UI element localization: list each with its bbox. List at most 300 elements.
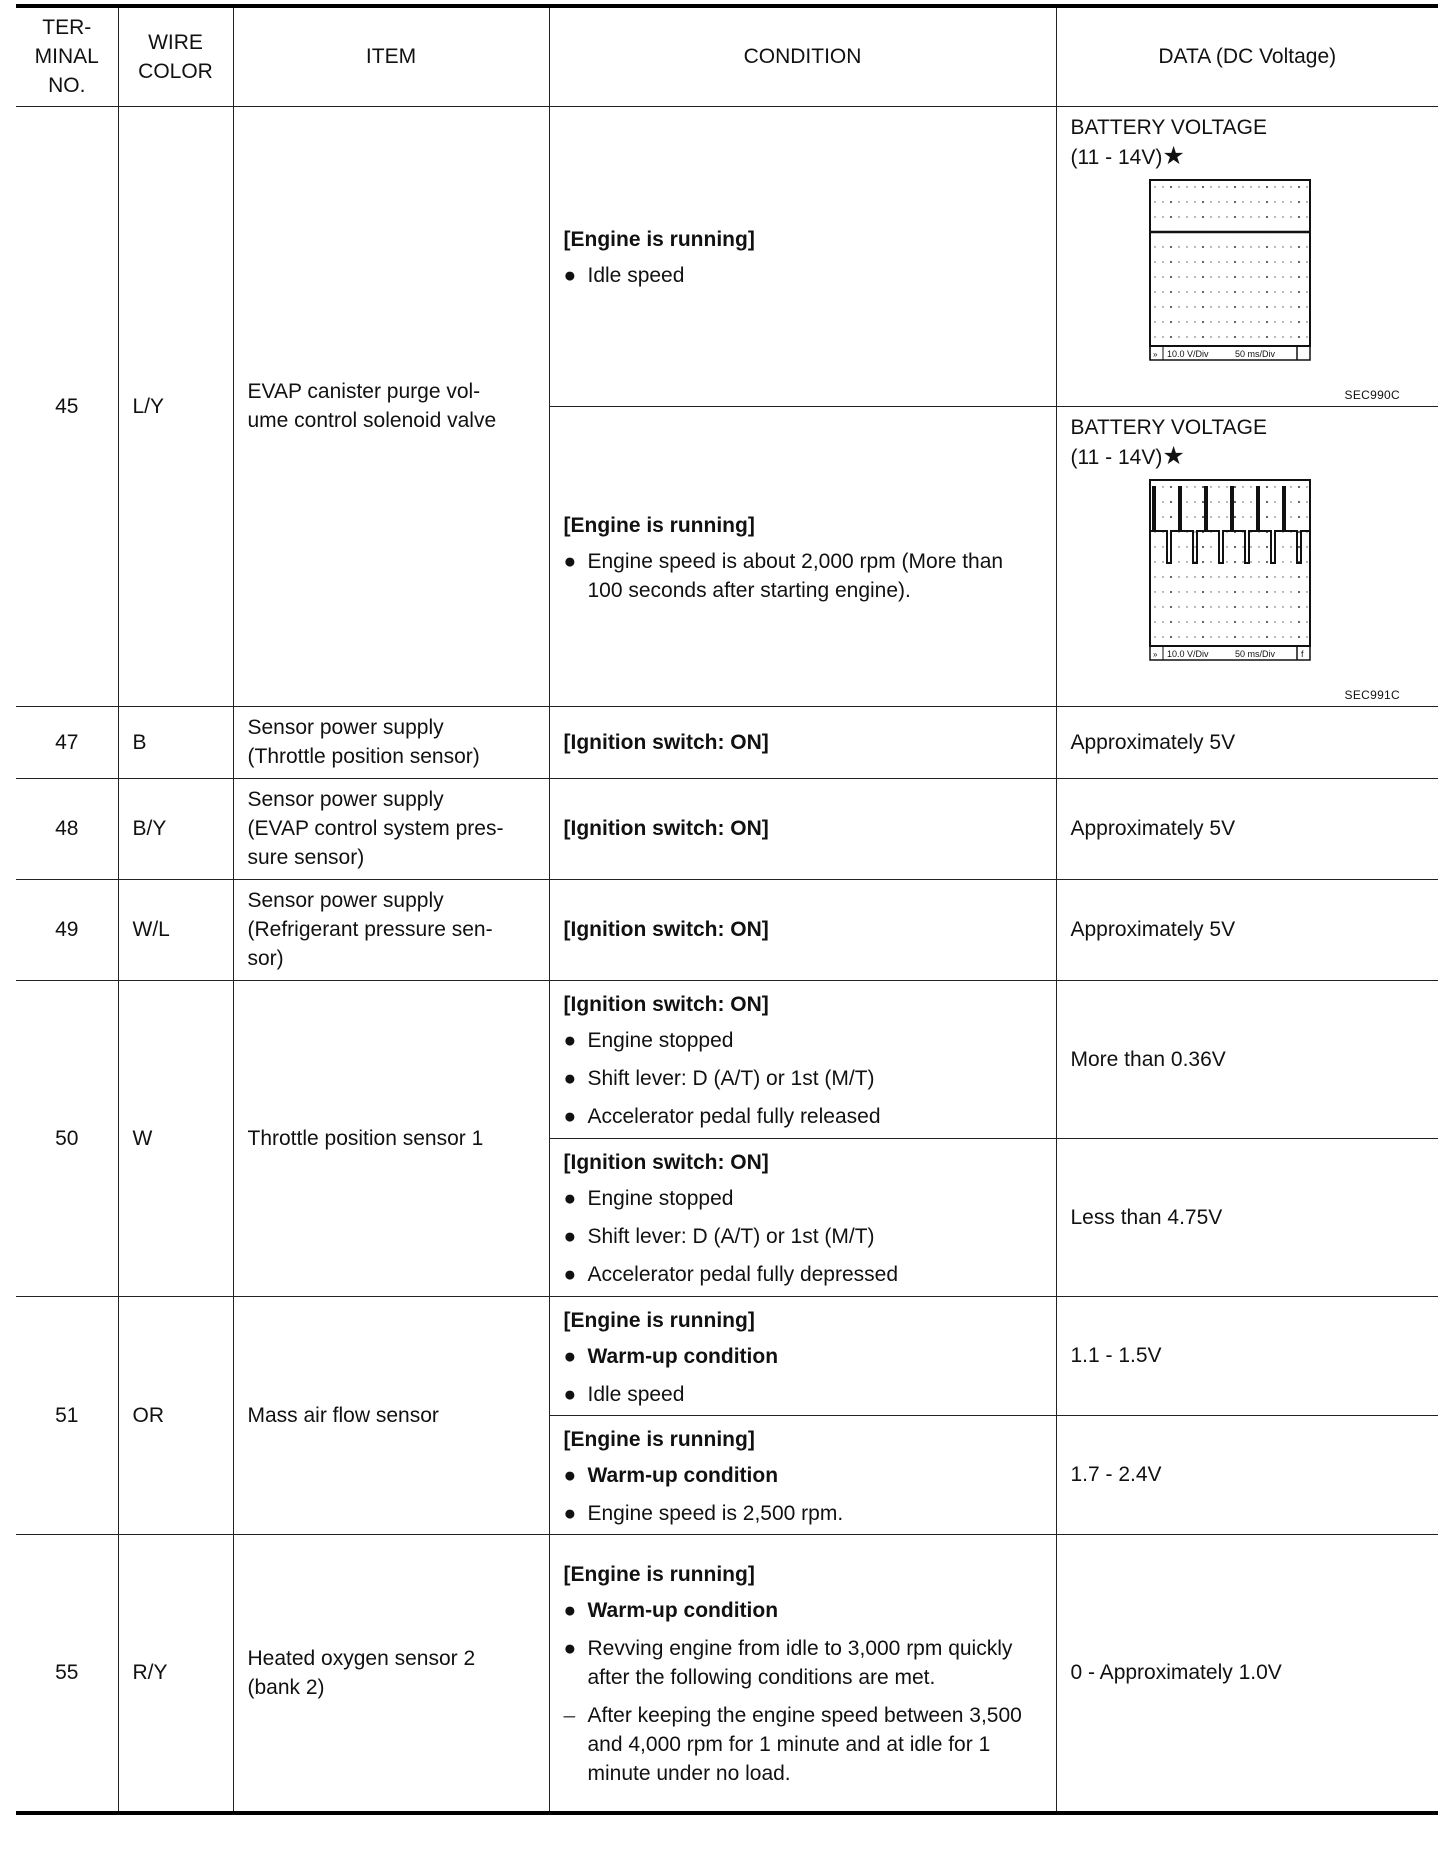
condition-bullet: ● Engine stopped	[563, 1029, 734, 1052]
scope-grid-dot	[1306, 561, 1307, 562]
scope-grid-dot	[1194, 306, 1195, 307]
scope-grid-dot	[1306, 216, 1307, 217]
scope-grid-dot	[1178, 321, 1179, 322]
scope-grid-dot	[1258, 261, 1259, 262]
scope-grid-dot	[1194, 261, 1195, 262]
scope-grid-dot	[1162, 546, 1163, 547]
scope-grid-dot	[1154, 546, 1155, 547]
scope-grid-dot	[1194, 186, 1195, 187]
scope-grid-dot	[1242, 546, 1243, 547]
scope-grid-dot	[1290, 591, 1291, 592]
scope-grid-dot	[1226, 606, 1227, 607]
data-cell: Approximately 5V	[1056, 879, 1438, 980]
scope-grid-dot	[1194, 486, 1195, 487]
scope-grid-dot	[1297, 530, 1299, 532]
scope-grid-dot	[1186, 591, 1187, 592]
scope-grid-dot	[1169, 185, 1171, 187]
scope-grid-dot	[1226, 336, 1227, 337]
scope-grid-dot	[1154, 276, 1155, 277]
scope-grid-dot	[1201, 200, 1203, 202]
scope-grid-dot	[1306, 261, 1307, 262]
voltage-range: (11 - 14V)★	[1070, 141, 1185, 170]
table-row-50a	[16, 980, 1438, 1138]
condition-bullet: ● Shift lever: D (A/T) or 1st (M/T)	[563, 1225, 875, 1248]
scope-grid-dot	[1265, 620, 1267, 622]
scope-grid-dot	[1250, 561, 1251, 562]
scope-grid-dot	[1210, 486, 1211, 487]
scope-grid-dot	[1169, 500, 1171, 502]
scope-grid-dot	[1282, 336, 1283, 337]
scope-grid-dot	[1201, 335, 1203, 337]
scope-grid-dot	[1162, 591, 1163, 592]
scope-grid-dot	[1274, 636, 1275, 637]
condition-bullet: ● Warm-up condition	[563, 1463, 779, 1487]
scope-grid-dot	[1242, 606, 1243, 607]
scope-grid-dot	[1194, 576, 1195, 577]
figure-code: SEC991C	[1344, 687, 1400, 702]
scope-grid-dot	[1162, 261, 1163, 262]
wire-color: B/Y	[118, 778, 233, 879]
scope-grid-dot	[1297, 575, 1299, 577]
scope-grid-dot	[1233, 605, 1235, 607]
condition-bullet: ● Warm-up condition	[563, 1599, 779, 1623]
condition-header: [Ignition switch: ON]	[563, 993, 769, 1016]
scope-grid-dot	[1186, 261, 1187, 262]
scope-grid-dot	[1169, 215, 1171, 217]
data-cell: More than 0.36V	[1056, 980, 1438, 1138]
scope-grid-dot	[1162, 276, 1163, 277]
scope-grid-dot	[1194, 201, 1195, 202]
scope-grid-dot	[1178, 306, 1179, 307]
scope-grid-dot	[1226, 546, 1227, 547]
scope-grid-dot	[1265, 515, 1267, 517]
scope-grid-dot	[1265, 290, 1267, 292]
scope-grid-dot	[1282, 246, 1283, 247]
scope-grid-dot	[1194, 636, 1195, 637]
scope-grid-dot	[1210, 516, 1211, 517]
scope-grid-dot	[1186, 321, 1187, 322]
scope-grid-dot	[1162, 621, 1163, 622]
condition-bullet: ● Accelerator pedal fully released	[563, 1105, 881, 1128]
svg-text:»: »	[1152, 349, 1157, 359]
scope-grid-dot	[1169, 590, 1171, 592]
scope-grid-dot	[1233, 620, 1235, 622]
scope-grid-dot	[1290, 321, 1291, 322]
scope-grid-dot	[1274, 606, 1275, 607]
scope-grid-dot	[1265, 635, 1267, 637]
scope-grid-dot	[1194, 516, 1195, 517]
scope-grid-dot	[1201, 305, 1203, 307]
data-cell: Less than 4.75V	[1056, 1138, 1438, 1296]
scope-grid-dot	[1297, 260, 1299, 262]
scope-grid-dot	[1274, 246, 1275, 247]
star-icon: ★	[1162, 441, 1185, 470]
scope-grid-dot	[1274, 621, 1275, 622]
scope-grid-dot	[1258, 246, 1259, 247]
scope-grid-dot	[1218, 186, 1219, 187]
scope-grid-dot	[1194, 291, 1195, 292]
scope-grid-dot	[1306, 621, 1307, 622]
scope-grid-dot	[1169, 290, 1171, 292]
scope-grid-dot	[1265, 215, 1267, 217]
scope-grid-dot	[1306, 201, 1307, 202]
scope-grid-dot	[1226, 321, 1227, 322]
scope-grid-dot	[1306, 546, 1307, 547]
scope-grid-dot	[1218, 636, 1219, 637]
scope-grid-dot	[1250, 186, 1251, 187]
scope-grid-dot	[1274, 291, 1275, 292]
scope-grid-dot	[1162, 486, 1163, 487]
wire-color: L/Y	[118, 106, 233, 706]
scope-grid-dot	[1242, 501, 1243, 502]
wire-color: W	[118, 980, 233, 1296]
scope-tdiv: 50 ms/Div	[1234, 348, 1275, 359]
scope-grid-dot	[1250, 261, 1251, 262]
scope-grid-dot	[1233, 335, 1235, 337]
scope-grid-dot	[1250, 216, 1251, 217]
scope-grid-dot	[1290, 261, 1291, 262]
scope-grid-dot	[1258, 591, 1259, 592]
scope-grid-dot	[1218, 246, 1219, 247]
scope-grid-dot	[1306, 636, 1307, 637]
header-terminal: TER- MINAL NO.	[16, 6, 118, 106]
scope-grid-dot	[1250, 201, 1251, 202]
condition-cell	[549, 778, 1056, 879]
header-row	[16, 6, 1438, 106]
scope-grid-dot	[1274, 201, 1275, 202]
scope-grid-dot	[1242, 186, 1243, 187]
data-cell	[1056, 406, 1438, 706]
scope-grid-dot	[1178, 591, 1179, 592]
scope-grid-dot	[1169, 335, 1171, 337]
scope-grid-dot	[1297, 605, 1299, 607]
condition-cell	[549, 1296, 1056, 1415]
scope-grid-dot	[1218, 501, 1219, 502]
scope-grid-dot	[1218, 321, 1219, 322]
table-row-45a	[16, 106, 1438, 406]
scope-grid-dot	[1210, 636, 1211, 637]
scope-grid-dot	[1290, 516, 1291, 517]
scope-grid-dot	[1178, 201, 1179, 202]
scope-vdiv: 10.0 V/Div	[1166, 348, 1209, 359]
condition-header: [Engine is running]	[563, 1308, 755, 1332]
scope-grid-dot	[1154, 621, 1155, 622]
scope-grid-dot	[1242, 636, 1243, 637]
scope-grid-dot	[1194, 276, 1195, 277]
condition-cell	[549, 706, 1056, 778]
scope-svg-flat	[1149, 179, 1311, 361]
scope-grid-dot	[1154, 291, 1155, 292]
scope-grid-dot	[1194, 606, 1195, 607]
scope-grid-dot	[1178, 336, 1179, 337]
scope-grid-dot	[1162, 216, 1163, 217]
scope-grid-dot	[1210, 546, 1211, 547]
scope-grid-dot	[1274, 501, 1275, 502]
scope-grid-dot	[1306, 186, 1307, 187]
scope-grid-dot	[1194, 621, 1195, 622]
scope-grid-dot	[1265, 605, 1267, 607]
scope-grid-dot	[1162, 186, 1163, 187]
scope-grid-dot	[1218, 606, 1219, 607]
scope-grid-dot	[1250, 516, 1251, 517]
scope-grid-dot	[1154, 606, 1155, 607]
scope-grid-dot	[1178, 291, 1179, 292]
scope-grid-dot	[1186, 291, 1187, 292]
scope-grid-dot	[1258, 291, 1259, 292]
scope-grid-dot	[1274, 336, 1275, 337]
item-cell: Throttle position sensor 1	[233, 980, 549, 1296]
scope-grid-dot	[1242, 291, 1243, 292]
scope-grid-dot	[1290, 561, 1291, 562]
scope-grid-dot	[1201, 620, 1203, 622]
scope-grid-dot	[1169, 200, 1171, 202]
scope-grid-dot	[1258, 546, 1259, 547]
scope-grid-dot	[1226, 186, 1227, 187]
scope-grid-dot	[1242, 336, 1243, 337]
scope-grid-dot	[1194, 531, 1195, 532]
scope-grid-dot	[1250, 486, 1251, 487]
scope-grid-dot	[1178, 276, 1179, 277]
scope-grid-dot	[1265, 320, 1267, 322]
scope-grid-dot	[1233, 635, 1235, 637]
scope-grid-dot	[1282, 576, 1283, 577]
scope-grid-dot	[1162, 321, 1163, 322]
scope-grid-dot	[1282, 546, 1283, 547]
scope-grid-dot	[1226, 246, 1227, 247]
scope-grid-dot	[1233, 185, 1235, 187]
scope-grid-dot	[1178, 246, 1179, 247]
scope-grid-dot	[1306, 306, 1307, 307]
data-cell	[1056, 106, 1438, 406]
scope-grid-dot	[1242, 621, 1243, 622]
scope-grid-dot	[1282, 321, 1283, 322]
scope-grid-dot	[1201, 545, 1203, 547]
scope-grid-dot	[1186, 621, 1187, 622]
scope-grid-dot	[1242, 261, 1243, 262]
scope-grid-dot	[1154, 246, 1155, 247]
scope-grid-dot	[1233, 290, 1235, 292]
condition-cell	[549, 980, 1056, 1138]
scope-grid-dot	[1250, 306, 1251, 307]
condition-bullet: ● Engine speed is about 2,000 rpm (More than 100 seconds after starting engine).	[563, 549, 1004, 602]
scope-grid-dot	[1162, 246, 1163, 247]
scope-grid-dot	[1154, 576, 1155, 577]
scope-grid-dot	[1186, 186, 1187, 187]
scope-grid-dot	[1186, 336, 1187, 337]
scope-grid-dot	[1274, 576, 1275, 577]
scope-grid-dot	[1226, 291, 1227, 292]
scope-grid-dot	[1290, 306, 1291, 307]
scope-grid-dot	[1306, 486, 1307, 487]
header-condition: CONDITION	[549, 6, 1056, 106]
scope-grid-dot	[1274, 516, 1275, 517]
scope-grid-dot	[1306, 576, 1307, 577]
scope-grid-dot	[1233, 575, 1235, 577]
scope-grid-dot	[1218, 261, 1219, 262]
scope-grid-dot	[1201, 215, 1203, 217]
scope-grid-dot	[1265, 560, 1267, 562]
scope-grid-dot	[1169, 245, 1171, 247]
scope-grid-dot	[1258, 321, 1259, 322]
condition-cell	[549, 406, 1056, 706]
scope-grid-dot	[1297, 620, 1299, 622]
scope-grid-dot	[1162, 306, 1163, 307]
item-cell: Sensor power supply (Refrigerant pressure sen- sor)	[233, 879, 549, 980]
scope-grid-dot	[1306, 276, 1307, 277]
scope-grid-dot	[1265, 185, 1267, 187]
page	[16, 4, 1440, 1860]
item-cell: Sensor power supply (Throttle position sensor)	[233, 706, 549, 778]
wire-color: OR	[118, 1296, 233, 1534]
scope-grid-dot	[1226, 486, 1227, 487]
condition-header: [Engine is running]	[563, 228, 755, 251]
scope-grid-dot	[1186, 636, 1187, 637]
scope-grid-dot	[1162, 336, 1163, 337]
scope-grid-dot	[1290, 186, 1291, 187]
scope-grid-dot	[1297, 185, 1299, 187]
scope-grid-dot	[1201, 260, 1203, 262]
condition-bullet: ● Idle speed	[563, 1382, 685, 1406]
terminal-no: 48	[16, 778, 118, 879]
scope-grid-dot	[1226, 501, 1227, 502]
scope-grid-dot	[1233, 215, 1235, 217]
scope-grid-dot	[1154, 336, 1155, 337]
scope-grid-dot	[1242, 486, 1243, 487]
data-cell: 0 - Approximately 1.0V	[1056, 1534, 1438, 1813]
scope-grid-dot	[1297, 305, 1299, 307]
scope-grid-dot	[1201, 290, 1203, 292]
scope-grid-dot	[1186, 276, 1187, 277]
scope-grid-dot	[1210, 321, 1211, 322]
scope-grid-dot	[1258, 306, 1259, 307]
wire-color: B	[118, 706, 233, 778]
scope-grid-dot	[1218, 591, 1219, 592]
item-cell: Sensor power supply (EVAP control system pres- sure sensor)	[233, 778, 549, 879]
scope-grid-dot	[1274, 321, 1275, 322]
scope-grid-dot	[1154, 561, 1155, 562]
scope-grid-dot	[1297, 200, 1299, 202]
scope-grid-dot	[1297, 545, 1299, 547]
scope-grid-dot	[1274, 276, 1275, 277]
scope-grid-dot	[1242, 306, 1243, 307]
star-icon: ★	[1162, 141, 1185, 170]
scope-grid-dot	[1169, 620, 1171, 622]
header-wire-color: WIRE COLOR	[118, 6, 233, 106]
scope-grid-dot	[1210, 276, 1211, 277]
scope-grid-dot	[1242, 276, 1243, 277]
scope-grid-dot	[1218, 201, 1219, 202]
scope-grid-dot	[1233, 260, 1235, 262]
scope-grid-dot	[1154, 591, 1155, 592]
scope-grid-dot	[1226, 201, 1227, 202]
terminal-no: 55	[16, 1534, 118, 1813]
scope-grid-dot	[1290, 501, 1291, 502]
condition-bullet: ● Revving engine from idle to 3,000 rpm quickly after the following conditions are met.	[563, 1637, 1013, 1690]
scope-grid-dot	[1297, 515, 1299, 517]
scope-grid-dot	[1178, 261, 1179, 262]
oscilloscope-waveform-pulse	[1149, 479, 1311, 661]
scope-grid-dot	[1265, 245, 1267, 247]
scope-grid-dot	[1186, 486, 1187, 487]
scope-grid-dot	[1250, 606, 1251, 607]
scope-grid-dot	[1154, 321, 1155, 322]
scope-grid-dot	[1250, 291, 1251, 292]
scope-grid-dot	[1178, 636, 1179, 637]
scope-grid-dot	[1178, 606, 1179, 607]
scope-grid-dot	[1162, 201, 1163, 202]
scope-grid-dot	[1186, 546, 1187, 547]
scope-grid-dot	[1274, 216, 1275, 217]
scope-grid-dot	[1250, 501, 1251, 502]
scope-grid-dot	[1233, 305, 1235, 307]
scope-grid-dot	[1233, 245, 1235, 247]
item-cell: EVAP canister purge vol- ume control solenoid valve	[233, 106, 549, 706]
condition-cell	[549, 1138, 1056, 1296]
data-cell: Approximately 5V	[1056, 778, 1438, 879]
terminal-data-table	[16, 4, 1438, 1815]
data-cell: 1.1 - 1.5V	[1056, 1296, 1438, 1415]
scope-grid-dot	[1290, 546, 1291, 547]
condition-cell	[549, 106, 1056, 406]
scope-grid-dot	[1186, 576, 1187, 577]
scope-grid-dot	[1218, 486, 1219, 487]
condition-bullet: ● Engine speed is 2,500 rpm.	[563, 1501, 844, 1525]
scope-grid-dot	[1265, 590, 1267, 592]
scope-grid-dot	[1218, 306, 1219, 307]
condition-sub-item: – After keeping the engine speed between 3,500 and 4,000 rpm for 1 minute and at idle for 1 minute under no load.	[563, 1704, 1022, 1786]
scope-grid-dot	[1250, 621, 1251, 622]
condition-header: [Engine is running]	[563, 513, 755, 537]
scope-grid-dot	[1186, 246, 1187, 247]
scope-grid-dot	[1169, 515, 1171, 517]
condition-header: [Ignition switch: ON]	[563, 1151, 769, 1174]
data-cell: 1.7 - 2.4V	[1056, 1415, 1438, 1534]
battery-voltage-label: BATTERY VOLTAGE	[1070, 415, 1267, 439]
scope-grid-dot	[1282, 621, 1283, 622]
scope-grid-dot	[1162, 606, 1163, 607]
scope-grid-dot	[1306, 291, 1307, 292]
scope-grid-dot	[1210, 201, 1211, 202]
scope-grid-dot	[1210, 186, 1211, 187]
scope-grid-dot	[1201, 590, 1203, 592]
scope-grid-dot	[1218, 516, 1219, 517]
scope-grid-dot	[1265, 305, 1267, 307]
scope-grid-dot	[1306, 591, 1307, 592]
header-data: DATA (DC Voltage)	[1056, 6, 1438, 106]
scope-grid-dot	[1250, 576, 1251, 577]
scope-grid-dot	[1162, 516, 1163, 517]
scope-grid-dot	[1265, 260, 1267, 262]
oscilloscope-waveform-flat	[1149, 179, 1311, 361]
scope-grid-dot	[1201, 560, 1203, 562]
scope-grid-dot	[1154, 186, 1155, 187]
scope-grid-dot	[1242, 591, 1243, 592]
scope-grid-dot	[1226, 561, 1227, 562]
condition-header: [Engine is running]	[563, 1427, 755, 1451]
scope-grid-dot	[1274, 591, 1275, 592]
scope-grid-dot	[1169, 635, 1171, 637]
scope-grid-dot	[1194, 216, 1195, 217]
scope-grid-dot	[1274, 306, 1275, 307]
scope-grid-dot	[1242, 201, 1243, 202]
scope-grid-dot	[1290, 606, 1291, 607]
scope-grid-dot	[1290, 201, 1291, 202]
scope-grid-dot	[1290, 486, 1291, 487]
scope-grid-dot	[1154, 636, 1155, 637]
condition-header: [Ignition switch: ON]	[563, 730, 769, 754]
scope-grid-dot	[1154, 201, 1155, 202]
condition-bullet: ● Warm-up condition	[563, 1344, 779, 1368]
